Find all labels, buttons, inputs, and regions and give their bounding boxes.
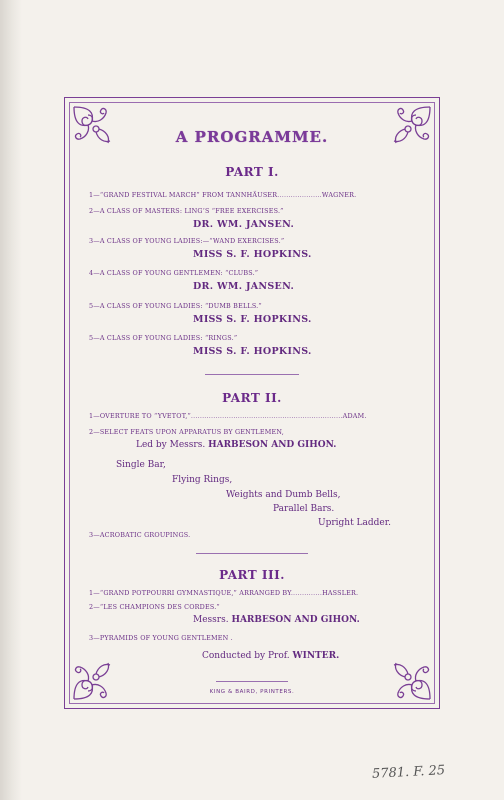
part-1-item-3-leader: MISS S. F. HOPKINS. (193, 249, 312, 260)
apparatus-upright-ladder: Upright Ladder. (318, 518, 391, 528)
section-divider (205, 374, 299, 375)
part-1-item-2-leader: DR. WM. JANSEN. (193, 219, 295, 230)
part-3-item-3: 3—PYRAMIDS OF YOUNG GENTLEMEN . (89, 634, 233, 642)
part-2-item-1: 1—OVERTURE TO “YVETOT,”....................................................................ADAM. (89, 412, 367, 420)
apparatus-weights: Weights and Dumb Bells, (226, 490, 341, 500)
footer-divider (216, 681, 288, 682)
part-3-heading: PART III. (219, 568, 285, 582)
printers-credit: KING & BAIRD, PRINTERS. (209, 689, 295, 695)
part-2-heading: PART II. (222, 391, 282, 405)
library-shelfmark: 5781. F. 25 (371, 763, 446, 782)
part-2-item-3: 3—ACROBATIC GROUPINGS. (89, 531, 191, 539)
part-1-item-6-leader: MISS S. F. HOPKINS. (193, 346, 312, 357)
part-3-item-1: 1—“GRAND POTPOURRI GYMNASTIQUE,” ARRANGED BY..............HASSLER. (89, 589, 359, 597)
part-1-item-4-leader: DR. WM. JANSEN. (193, 281, 295, 292)
part-1-item-5: 5—A CLASS OF YOUNG LADIES: “DUMB BELLS.” (89, 302, 262, 310)
part-1-item-4: 4—A CLASS OF YOUNG GENTLEMEN: “CLUBS.” (89, 269, 259, 277)
part-1-item-1: 1—“GRAND FESTIVAL MARCH” FROM TANNHÄUSER....................WAGNER. (89, 191, 357, 199)
part-3-item-2: 2—“LES CHAMPIONS DES CORDES.” (89, 603, 220, 611)
part-3-item-2-leader: Messrs. HARBESON AND GIHON. (193, 615, 360, 625)
part-1-heading: PART I. (225, 165, 279, 179)
part-2-item-2: 2—SELECT FEATS UPON APPARATUS BY GENTLEMEN, (89, 428, 284, 436)
section-divider (196, 553, 308, 554)
part-1-item-2: 2—A CLASS OF MASTERS: LING’S “FREE EXERCISES.” (89, 207, 284, 215)
apparatus-flying-rings: Flying Rings, (172, 475, 233, 485)
part-1-item-6: 5—A CLASS OF YOUNG LADIES: “RINGS.” (89, 334, 238, 342)
part-1-item-3: 3—A CLASS OF YOUNG LADIES:—“WAND EXERCISES.” (89, 237, 285, 245)
apparatus-single-bar: Single Bar, (116, 460, 166, 470)
part-2-item-2-leader: Led by Messrs. HARBESON AND GIHON. (136, 440, 337, 450)
programme-title: A PROGRAMME. (175, 128, 329, 146)
conductor-line: Conducted by Prof. WINTER. (202, 651, 340, 661)
apparatus-parallel-bars: Parallel Bars. (273, 504, 335, 514)
part-1-item-5-leader: MISS S. F. HOPKINS. (193, 314, 312, 325)
